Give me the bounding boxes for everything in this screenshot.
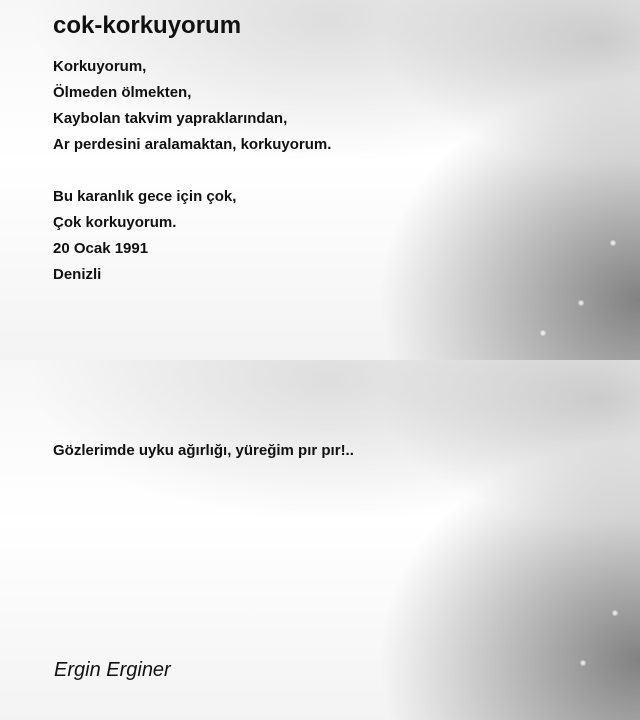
poem-line: Ölmeden ölmekten,: [53, 84, 192, 101]
stanza-gap: [53, 158, 331, 184]
sparkle-decoration: [580, 660, 586, 666]
sparkle-decoration: [540, 330, 546, 336]
poem-line: Çok korkuyorum.: [53, 214, 177, 231]
poem-title: cok-korkuyorum: [53, 12, 242, 39]
poem-line: Gözlerimde uyku ağırlığı, yüreğim pır pır!..: [53, 442, 354, 459]
author-name: Ergin Erginer: [54, 659, 171, 681]
poem-place: Denizli: [53, 266, 102, 283]
sparkle-decoration: [455, 500, 461, 506]
poem-body: [53, 54, 331, 288]
poem-line: Ar perdesini aralamaktan, korkuyorum.: [53, 136, 332, 153]
poem-date: 20 Ocak 1991: [53, 240, 149, 257]
poem-line: Bu karanlık gece için çok,: [53, 188, 237, 205]
bottom-card: [0, 360, 640, 720]
poem-line: Korkuyorum,: [53, 58, 147, 75]
sparkle-decoration: [578, 300, 584, 306]
poem-line: Kaybolan takvim yapraklarından,: [53, 110, 288, 127]
sparkle-decoration: [610, 240, 616, 246]
sparkle-decoration: [612, 610, 618, 616]
